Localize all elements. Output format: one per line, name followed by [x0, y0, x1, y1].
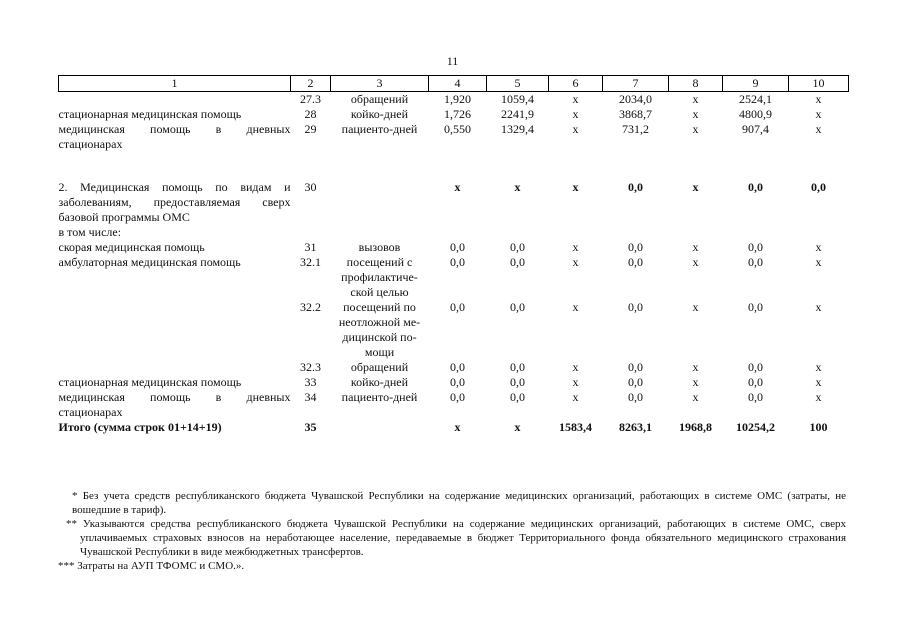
row-value: 731,2 — [622, 122, 649, 136]
row-value: 1,920 — [444, 92, 471, 106]
spacer-cell — [59, 152, 849, 180]
row-label — [59, 360, 291, 375]
row-value: 0,0 — [748, 390, 763, 404]
row-unit — [331, 420, 429, 435]
row-value: 0,0 — [748, 180, 763, 194]
row-label: амбулаторная медицинская помощь — [58, 255, 241, 269]
row-value: x — [815, 360, 822, 374]
row-code: 32.2 — [300, 300, 321, 314]
data-table — [58, 75, 849, 435]
row-value: x — [572, 180, 579, 194]
table-body — [59, 92, 849, 436]
row-value: 1,726 — [444, 107, 471, 121]
table-row — [59, 240, 849, 255]
row-value: 4800,9 — [739, 107, 772, 121]
row-value: 0,0 — [510, 255, 525, 269]
row-value — [723, 225, 789, 240]
row-value: 0,0 — [811, 180, 826, 194]
column-header: 10 — [789, 76, 849, 92]
row-value: x — [815, 300, 822, 314]
row-value: 907,4 — [742, 122, 769, 136]
row-value: x — [572, 375, 579, 389]
row-value: 2241,9 — [501, 107, 534, 121]
row-value: 0,0 — [628, 240, 643, 254]
row-value: 0,550 — [444, 122, 471, 136]
row-value: 0,0 — [748, 375, 763, 389]
row-code: 34 — [304, 390, 317, 404]
row-unit: койко-дней — [350, 375, 409, 389]
row-unit: пациенто-дней — [341, 390, 418, 404]
row-unit: обращений — [350, 92, 409, 106]
row-value: 0,0 — [628, 375, 643, 389]
table-row — [59, 360, 849, 375]
row-value: 1059,4 — [501, 92, 534, 106]
row-value — [429, 225, 487, 240]
row-value: 3868,7 — [619, 107, 652, 121]
row-code — [291, 225, 331, 240]
column-header: 5 — [487, 76, 549, 92]
column-header: 1 — [59, 76, 291, 92]
row-value: x — [572, 92, 579, 106]
row-value: 2524,1 — [739, 92, 772, 106]
table-row — [59, 122, 849, 152]
table-row — [59, 390, 849, 420]
row-value: 2034,0 — [619, 92, 652, 106]
row-code: 32.1 — [300, 255, 321, 269]
header-row — [59, 76, 849, 92]
row-code: 35 — [304, 420, 317, 434]
row-unit — [331, 180, 429, 225]
row-value — [603, 225, 669, 240]
row-value — [789, 225, 849, 240]
footnote-2: ** Указываются средства республиканского бюджета Чувашской Республики на содержание медицинских организаций, работающих в системе ОМС, сверх уплачиваемых страховых взносов на неработающее население, передаваемые в бюджет Территориального фонда обязательного медицинского страхования Чувашской Республики в виде межбюджетных трансфертов. — [66, 518, 846, 558]
row-value: 0,0 — [748, 240, 763, 254]
table-row — [59, 375, 849, 390]
row-code: 30 — [304, 180, 317, 194]
row-value — [487, 225, 549, 240]
row-value: 0,0 — [510, 390, 525, 404]
row-label: медицинская помощь в дневных стационарах — [58, 390, 291, 419]
row-code: 27.3 — [300, 92, 321, 106]
row-value: x — [692, 92, 699, 106]
row-value: x — [815, 390, 822, 404]
column-header: 4 — [429, 76, 487, 92]
row-value: x — [454, 180, 461, 194]
row-value: 0,0 — [510, 375, 525, 389]
row-value: 0,0 — [628, 360, 643, 374]
row-value: x — [692, 390, 699, 404]
row-value: 10254,2 — [736, 420, 775, 434]
row-value: 0,0 — [450, 240, 465, 254]
row-label — [59, 300, 291, 360]
row-label: в том числе: — [58, 225, 122, 239]
row-value: x — [572, 122, 579, 136]
row-value: x — [815, 122, 822, 136]
row-label: 2. Медицинская помощь по видам и заболеваниям, предоставляемая сверх базовой программы ОМС — [58, 180, 291, 224]
row-value: x — [514, 180, 521, 194]
row-value: 1968,8 — [679, 420, 712, 434]
row-value: 8263,1 — [619, 420, 652, 434]
row-value: x — [692, 122, 699, 136]
row-code: 32.3 — [300, 360, 321, 374]
table-row — [59, 107, 849, 122]
footnote-3: *** Затраты на АУП ТФОМС и СМО.». — [58, 560, 245, 572]
column-header: 2 — [291, 76, 331, 92]
row-value: x — [815, 255, 822, 269]
row-label: стационарная медицинская помощь — [58, 107, 242, 121]
row-unit: обращений — [350, 360, 409, 374]
row-code: 33 — [304, 375, 317, 389]
row-value: x — [815, 107, 822, 121]
footnote-1: * Без учета средств республиканского бюджета Чувашской Республики на содержание медицинских организаций, работающих в системе ОМС (затраты, не вошедшие в тариф). — [72, 490, 846, 516]
row-value: x — [572, 300, 579, 314]
row-unit — [331, 225, 429, 240]
row-value: x — [692, 360, 699, 374]
row-value: x — [572, 255, 579, 269]
row-label: медицинская помощь в дневных стационарах — [58, 122, 291, 151]
table-row — [59, 300, 849, 360]
row-value: 0,0 — [628, 255, 643, 269]
row-value: 0,0 — [748, 300, 763, 314]
row-value: 0,0 — [628, 180, 643, 194]
row-value: x — [815, 375, 822, 389]
column-header: 9 — [723, 76, 789, 92]
spacer-row — [59, 152, 849, 180]
table-row — [59, 92, 849, 108]
row-value: x — [692, 255, 699, 269]
row-value: x — [692, 375, 699, 389]
row-value: 0,0 — [510, 360, 525, 374]
row-value: x — [572, 390, 579, 404]
table-row — [59, 420, 849, 435]
column-header: 6 — [549, 76, 603, 92]
column-header: 3 — [331, 76, 429, 92]
row-label — [59, 92, 291, 108]
row-value: 1583,4 — [559, 420, 592, 434]
row-value: x — [454, 420, 461, 434]
row-unit: пациенто-дней — [341, 122, 418, 136]
row-value: x — [572, 360, 579, 374]
row-value: 0,0 — [450, 300, 465, 314]
row-value: 0,0 — [450, 375, 465, 389]
row-value: 0,0 — [628, 300, 643, 314]
row-value: x — [692, 240, 699, 254]
row-value: x — [572, 107, 579, 121]
row-value — [669, 225, 723, 240]
row-value: x — [572, 240, 579, 254]
row-value: 0,0 — [628, 390, 643, 404]
column-header: 8 — [669, 76, 723, 92]
row-value: x — [514, 420, 521, 434]
row-unit: посещений по неотложной ме-дицинской по-мощи — [338, 300, 421, 359]
row-value: 0,0 — [450, 255, 465, 269]
row-unit: вызовов — [358, 240, 401, 254]
table-row — [59, 225, 849, 240]
row-value: 100 — [809, 420, 828, 434]
row-value: x — [692, 107, 699, 121]
row-value: 0,0 — [510, 240, 525, 254]
row-value: x — [815, 92, 822, 106]
row-value: 0,0 — [510, 300, 525, 314]
row-value: x — [815, 240, 822, 254]
row-unit: койко-дней — [350, 107, 409, 121]
row-value — [549, 225, 603, 240]
row-value: x — [692, 180, 699, 194]
row-label: Итого (сумма строк 01+14+19) — [58, 420, 222, 434]
row-value: 0,0 — [748, 255, 763, 269]
row-code: 29 — [304, 122, 317, 136]
page-number: 11 — [446, 54, 459, 68]
row-value: 0,0 — [450, 360, 465, 374]
column-header: 7 — [603, 76, 669, 92]
table-row — [59, 255, 849, 300]
row-value: 0,0 — [450, 390, 465, 404]
row-code: 28 — [304, 107, 317, 121]
footnotes — [58, 489, 846, 573]
row-value: 0,0 — [748, 360, 763, 374]
row-value: x — [692, 300, 699, 314]
table-row — [59, 180, 849, 225]
row-code: 31 — [304, 240, 317, 254]
row-label: скорая медицинская помощь — [58, 240, 205, 254]
row-label: стационарная медицинская помощь — [58, 375, 242, 389]
row-unit: посещений с профилактиче-ской целью — [341, 255, 418, 299]
row-value: 1329,4 — [501, 122, 534, 136]
